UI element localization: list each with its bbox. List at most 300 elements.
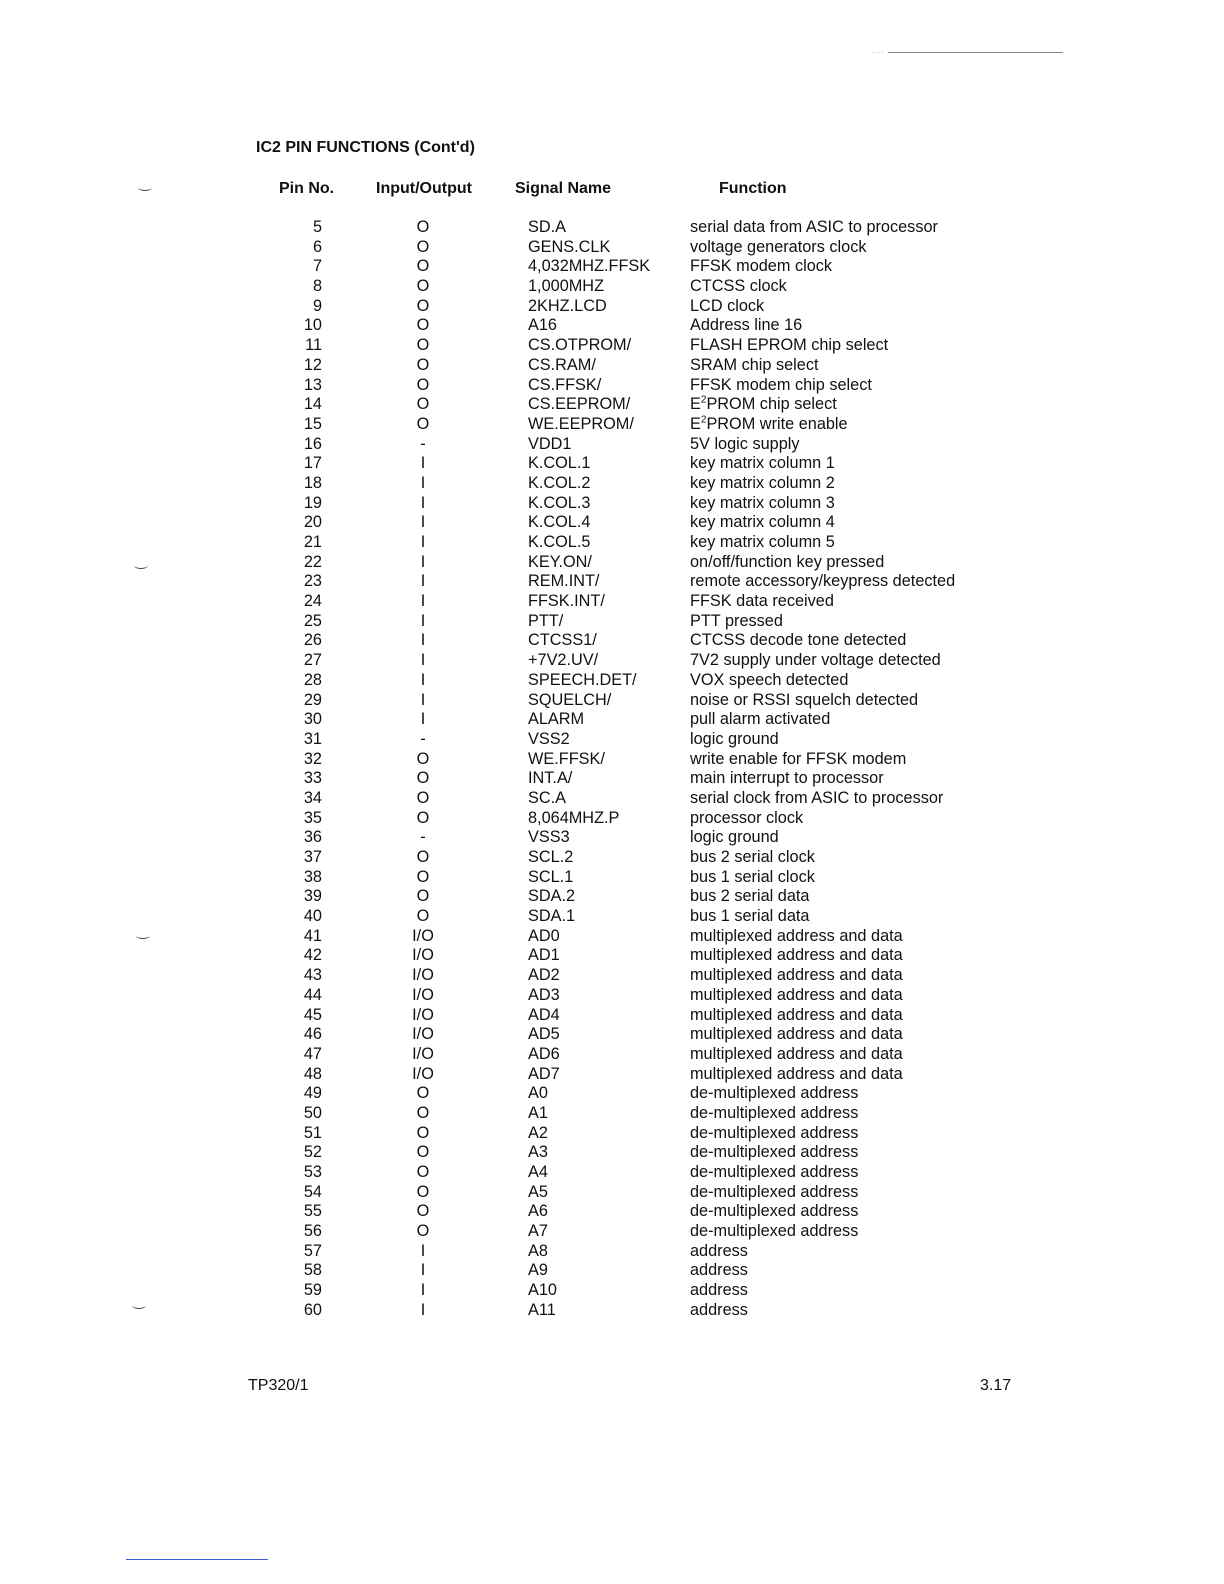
io-type: O	[416, 316, 430, 335]
io-type: -	[420, 434, 426, 453]
io-type: I	[420, 473, 426, 492]
function-prefix: E	[690, 395, 701, 414]
function-text: serial clock from ASIC to processor	[690, 788, 944, 807]
pin-number: 32	[303, 749, 322, 768]
function-text: multiplexed address and data	[690, 926, 903, 945]
function-description	[690, 1202, 858, 1222]
table-row	[0, 592, 1224, 612]
io-type: O	[416, 808, 430, 827]
table-row	[0, 1006, 1224, 1026]
signal-name: AD6	[528, 1044, 560, 1063]
function-description	[690, 1163, 858, 1183]
function-text: key matrix column 4	[690, 513, 835, 532]
pin-number: 52	[303, 1143, 322, 1162]
io-type: O	[416, 769, 430, 788]
table-row	[0, 1124, 1224, 1144]
signal-name: A10	[528, 1281, 557, 1300]
io-type: O	[416, 848, 430, 866]
table-row	[0, 946, 1224, 966]
signal-name: ALARM	[528, 710, 585, 729]
signal-name: AD1	[528, 946, 560, 965]
table-row	[0, 887, 1224, 907]
table-row	[0, 553, 1224, 573]
function-description	[690, 750, 906, 770]
function-text: de-multiplexed address	[690, 1143, 859, 1162]
function-text: de-multiplexed address	[690, 1163, 859, 1181]
pin-number: 31	[303, 729, 322, 748]
signal-name: K.COL.1	[528, 454, 591, 473]
pin-number: 43	[303, 966, 322, 985]
io-type: O	[416, 1123, 430, 1142]
function-text: key matrix column 5	[690, 533, 835, 551]
pin-number: 49	[303, 1084, 322, 1103]
io-type: I	[420, 631, 426, 650]
table-row	[0, 435, 1224, 455]
signal-name: AD3	[528, 985, 560, 1004]
io-type: I	[420, 651, 426, 670]
io-type: I	[420, 513, 426, 532]
table-row	[0, 1025, 1224, 1045]
function-text: logic ground	[690, 828, 779, 847]
function-description	[690, 1301, 748, 1321]
function-description	[690, 1281, 748, 1301]
table-row	[0, 809, 1224, 829]
signal-name: K.COL.5	[528, 533, 591, 551]
table-row	[0, 415, 1224, 435]
signal-name: AD2	[528, 966, 560, 985]
io-type: I/O	[412, 1005, 434, 1024]
function-description	[690, 887, 809, 907]
io-type: O	[416, 257, 430, 276]
pin-number: 9	[312, 296, 322, 315]
function-text: VOX speech detected	[690, 670, 849, 689]
table-row	[0, 494, 1224, 514]
function-description	[690, 218, 938, 238]
signal-name: A6	[528, 1202, 548, 1221]
signal-name: SDA.2	[528, 887, 576, 906]
function-description	[690, 1104, 858, 1124]
pin-table	[0, 218, 1224, 1321]
function-text: multiplexed address and data	[690, 1005, 903, 1024]
signal-name: WE.EEPROM/	[528, 414, 634, 433]
io-type: O	[416, 788, 430, 807]
signal-name: SCL.2	[528, 848, 574, 866]
top-rule	[888, 52, 1063, 53]
function-description	[690, 631, 906, 651]
function-description	[690, 730, 779, 750]
signal-name: SD.A	[528, 218, 567, 236]
signal-name: CS.OTPROM/	[528, 336, 632, 355]
signal-name: CS.RAM/	[528, 355, 596, 374]
signal-name: SDA.1	[528, 907, 576, 926]
pin-number: 25	[303, 611, 322, 630]
function-description	[690, 1261, 748, 1281]
function-description	[690, 1124, 858, 1144]
table-row	[0, 1045, 1224, 1065]
pin-number: 16	[303, 434, 322, 453]
io-type: O	[416, 237, 430, 256]
io-type: I/O	[412, 1064, 434, 1083]
signal-name: A2	[528, 1123, 548, 1142]
function-description	[690, 612, 783, 632]
function-text: de-multiplexed address	[690, 1084, 859, 1103]
signal-name: A0	[528, 1084, 548, 1103]
io-type: O	[416, 218, 430, 236]
function-text: logic ground	[690, 729, 779, 748]
binding-mark	[138, 184, 152, 191]
function-description	[690, 927, 903, 947]
function-text: 5V logic supply	[690, 434, 800, 453]
pin-number: 29	[303, 690, 322, 709]
pin-number: 22	[303, 552, 322, 571]
function-description	[690, 494, 835, 514]
signal-name: CTCSS1/	[528, 631, 597, 650]
function-description	[690, 691, 918, 711]
table-row	[0, 1202, 1224, 1222]
pin-number: 28	[303, 670, 322, 689]
table-row	[0, 316, 1224, 336]
function-text: LCD clock	[690, 296, 765, 315]
bottom-rule	[126, 1559, 268, 1560]
function-description	[690, 710, 830, 730]
signal-name: AD7	[528, 1064, 560, 1083]
io-type: I	[420, 1300, 426, 1319]
io-type: O	[416, 1143, 430, 1162]
function-text: multiplexed address and data	[690, 1044, 903, 1063]
function-description	[690, 1065, 903, 1085]
pin-number: 47	[303, 1044, 322, 1063]
document-id: TP320/1	[248, 1377, 309, 1394]
function-text: address	[690, 1241, 748, 1260]
function-description	[690, 789, 943, 809]
table-row	[0, 454, 1224, 474]
function-text: on/off/function key pressed	[690, 552, 885, 571]
function-text: de-multiplexed address	[690, 1222, 859, 1241]
io-type: O	[416, 867, 430, 886]
signal-name: AD4	[528, 1005, 560, 1024]
signal-name: A8	[528, 1241, 548, 1260]
table-row	[0, 710, 1224, 730]
function-description	[690, 376, 872, 396]
pin-number: 18	[303, 473, 322, 492]
function-description	[690, 257, 832, 277]
function-text: address	[690, 1300, 748, 1319]
pin-number: 50	[303, 1103, 322, 1122]
table-row	[0, 1183, 1224, 1203]
header-signal: Signal Name	[515, 180, 612, 197]
function-text: bus 1 serial clock	[690, 867, 815, 886]
pin-number: 44	[303, 985, 322, 1004]
signal-name: PTT/	[528, 611, 564, 630]
table-row	[0, 336, 1224, 356]
function-description	[690, 1084, 858, 1104]
function-text: key matrix column 2	[690, 473, 835, 492]
function-text: voltage generators clock	[690, 237, 867, 256]
signal-name: INT.A/	[528, 769, 573, 788]
pin-number: 60	[303, 1300, 322, 1319]
function-text: pull alarm activated	[690, 710, 831, 729]
table-row	[0, 1222, 1224, 1242]
io-type: I/O	[412, 1044, 434, 1063]
table-row	[0, 277, 1224, 297]
signal-name: KEY.ON/	[528, 552, 592, 571]
io-type: I	[420, 710, 426, 729]
function-text: remote accessory/keypress detected	[690, 572, 956, 591]
pin-number: 57	[303, 1241, 322, 1260]
io-type: I	[420, 1281, 426, 1300]
table-row	[0, 1143, 1224, 1163]
signal-name: SC.A	[528, 788, 567, 807]
function-description	[690, 828, 779, 848]
function-text: multiplexed address and data	[690, 1064, 903, 1083]
signal-name: A7	[528, 1222, 548, 1241]
function-description	[690, 336, 888, 356]
io-type: O	[416, 414, 430, 433]
function-text: bus 1 serial data	[690, 907, 810, 926]
function-text: 7V2 supply under voltage detected	[690, 651, 941, 670]
pin-number: 48	[303, 1064, 322, 1083]
table-row	[0, 750, 1224, 770]
function-text: multiplexed address and data	[690, 946, 903, 965]
table-row	[0, 868, 1224, 888]
function-text: write enable for FFSK modem	[690, 749, 907, 768]
io-type: I	[420, 533, 426, 551]
table-row	[0, 1242, 1224, 1262]
io-type: I	[420, 552, 426, 571]
table-row	[0, 376, 1224, 396]
function-description	[690, 553, 884, 573]
io-type: I/O	[412, 966, 434, 985]
pin-number: 51	[303, 1123, 322, 1142]
pin-number: 12	[303, 355, 322, 374]
pin-number: 5	[312, 218, 322, 236]
pin-number: 7	[312, 257, 322, 276]
function-text: address	[690, 1281, 748, 1300]
table-row	[0, 474, 1224, 494]
pin-number: 46	[303, 1025, 322, 1044]
signal-name: A9	[528, 1261, 548, 1280]
function-description	[690, 848, 815, 868]
pin-number: 30	[303, 710, 322, 729]
io-type: I	[420, 592, 426, 611]
pin-number: 39	[303, 887, 322, 906]
signal-name: A16	[528, 316, 557, 335]
table-row	[0, 257, 1224, 277]
pin-number: 55	[303, 1202, 322, 1221]
function-text: PROM write enable	[706, 414, 848, 433]
signal-name: WE.FFSK/	[528, 749, 605, 768]
signal-name: A5	[528, 1182, 548, 1201]
function-text: processor clock	[690, 808, 804, 827]
signal-name: SPEECH.DET/	[528, 670, 637, 689]
pin-number: 10	[303, 316, 322, 335]
table-row	[0, 907, 1224, 927]
io-type: -	[420, 729, 426, 748]
function-description	[690, 277, 787, 297]
function-text: serial data from ASIC to processor	[690, 218, 938, 236]
table-row	[0, 671, 1224, 691]
io-type: I	[420, 1241, 426, 1260]
signal-name: VDD1	[528, 434, 572, 453]
function-description	[690, 533, 835, 553]
pin-number: 20	[303, 513, 322, 532]
signal-name: SCL.1	[528, 867, 574, 886]
signal-name: A11	[528, 1300, 556, 1319]
io-type: O	[416, 375, 430, 394]
function-description	[690, 1183, 858, 1203]
pin-number: 58	[303, 1261, 322, 1280]
table-row	[0, 1281, 1224, 1301]
io-type: I	[420, 1261, 426, 1280]
pin-number: 42	[303, 946, 322, 965]
io-type: O	[416, 887, 430, 906]
io-type: I/O	[412, 926, 434, 945]
io-type: I	[420, 670, 426, 689]
pin-number: 17	[303, 454, 322, 473]
table-row	[0, 238, 1224, 258]
signal-name: 8,064MHZ.P	[528, 808, 620, 827]
function-text: de-multiplexed address	[690, 1103, 859, 1122]
io-type: I	[420, 611, 426, 630]
function-text: main interrupt to processor	[690, 769, 884, 788]
pin-number: 35	[303, 808, 322, 827]
page-title: IC2 PIN FUNCTIONS (Cont'd)	[256, 139, 475, 156]
function-text: FLASH EPROM chip select	[690, 336, 889, 355]
table-row	[0, 513, 1224, 533]
function-text: noise or RSSI squelch detected	[690, 690, 919, 709]
table-row	[0, 986, 1224, 1006]
pin-number: 11	[305, 336, 322, 355]
pin-number: 13	[303, 375, 322, 394]
io-type: O	[416, 1084, 430, 1103]
function-text: de-multiplexed address	[690, 1123, 859, 1142]
io-type: O	[416, 1103, 430, 1122]
io-type: O	[416, 1222, 430, 1241]
function-superscript: 2	[700, 394, 707, 406]
function-text: FFSK modem chip select	[690, 375, 872, 394]
function-description	[690, 356, 819, 376]
table-row	[0, 572, 1224, 592]
function-description	[690, 454, 835, 474]
function-description	[690, 474, 835, 494]
table-row	[0, 1065, 1224, 1085]
function-description	[690, 316, 802, 336]
io-type: O	[416, 336, 430, 355]
function-text: key matrix column 1	[690, 454, 835, 473]
function-text: SRAM chip select	[690, 355, 819, 374]
table-row	[0, 651, 1224, 671]
function-text: FFSK data received	[690, 592, 834, 611]
table-row	[0, 789, 1224, 809]
signal-name: K.COL.2	[528, 473, 591, 492]
io-type: O	[416, 1182, 430, 1201]
function-text: PTT pressed	[690, 611, 783, 630]
signal-name: A1	[528, 1103, 548, 1122]
table-row	[0, 612, 1224, 632]
signal-name: A4	[528, 1163, 548, 1181]
table-row	[0, 691, 1224, 711]
table-row	[0, 356, 1224, 376]
function-description	[690, 1006, 903, 1026]
pin-number: 23	[303, 572, 322, 591]
io-type: I/O	[412, 985, 434, 1004]
signal-name: 4,032MHZ.FFSK	[528, 257, 651, 276]
function-text: multiplexed address and data	[690, 1025, 903, 1044]
function-description	[690, 868, 815, 888]
function-description	[690, 238, 866, 258]
function-prefix: E	[690, 414, 701, 433]
function-text: bus 2 serial data	[690, 887, 810, 906]
signal-name: CS.EEPROM/	[528, 395, 631, 414]
io-type: O	[416, 1202, 430, 1221]
function-description	[690, 1222, 858, 1242]
function-description	[690, 966, 903, 986]
table-row	[0, 297, 1224, 317]
table-row	[0, 218, 1224, 238]
signal-name: AD5	[528, 1025, 560, 1044]
header-function: Function	[719, 180, 787, 197]
function-description	[690, 769, 884, 789]
function-text: Address line 16	[690, 316, 803, 335]
function-text: address	[690, 1261, 748, 1280]
pin-number: 26	[303, 631, 322, 650]
function-description	[690, 513, 835, 533]
pin-number: 59	[303, 1281, 322, 1300]
pin-number: 33	[303, 769, 322, 788]
table-row	[0, 1301, 1224, 1321]
pin-number: 6	[312, 237, 322, 256]
pin-number: 54	[303, 1182, 322, 1201]
table-row	[0, 730, 1224, 750]
signal-name: K.COL.3	[528, 493, 591, 512]
function-description	[690, 986, 903, 1006]
table-row	[0, 1084, 1224, 1104]
header-pin: Pin No.	[279, 180, 335, 197]
function-description	[690, 1045, 903, 1065]
scan-dots: ....	[872, 46, 885, 55]
signal-name: CS.FFSK/	[528, 375, 602, 394]
io-type: I	[420, 454, 426, 473]
signal-name: A3	[528, 1143, 548, 1162]
function-text: de-multiplexed address	[690, 1182, 859, 1201]
table-row	[0, 533, 1224, 553]
function-description	[690, 395, 837, 415]
io-type: O	[416, 395, 430, 414]
io-type: I	[420, 493, 426, 512]
pin-number: 21	[303, 533, 322, 551]
signal-name: 2KHZ.LCD	[528, 296, 607, 315]
function-text: PROM chip select	[706, 395, 837, 414]
signal-name: GENS.CLK	[528, 237, 611, 256]
function-description	[690, 297, 764, 317]
function-text: bus 2 serial clock	[690, 848, 815, 866]
io-type: I	[420, 690, 426, 709]
table-row	[0, 1163, 1224, 1183]
pin-number: 27	[303, 651, 322, 670]
io-type: I/O	[412, 1025, 434, 1044]
io-type: I/O	[412, 946, 434, 965]
header-io: Input/Output	[376, 180, 472, 197]
io-type: O	[416, 296, 430, 315]
table-row	[0, 966, 1224, 986]
table-row	[0, 631, 1224, 651]
table-row	[0, 828, 1224, 848]
io-type: O	[416, 277, 430, 296]
function-description	[690, 651, 941, 671]
pin-number: 36	[303, 828, 322, 847]
function-description	[690, 1143, 858, 1163]
io-type: O	[416, 355, 430, 374]
